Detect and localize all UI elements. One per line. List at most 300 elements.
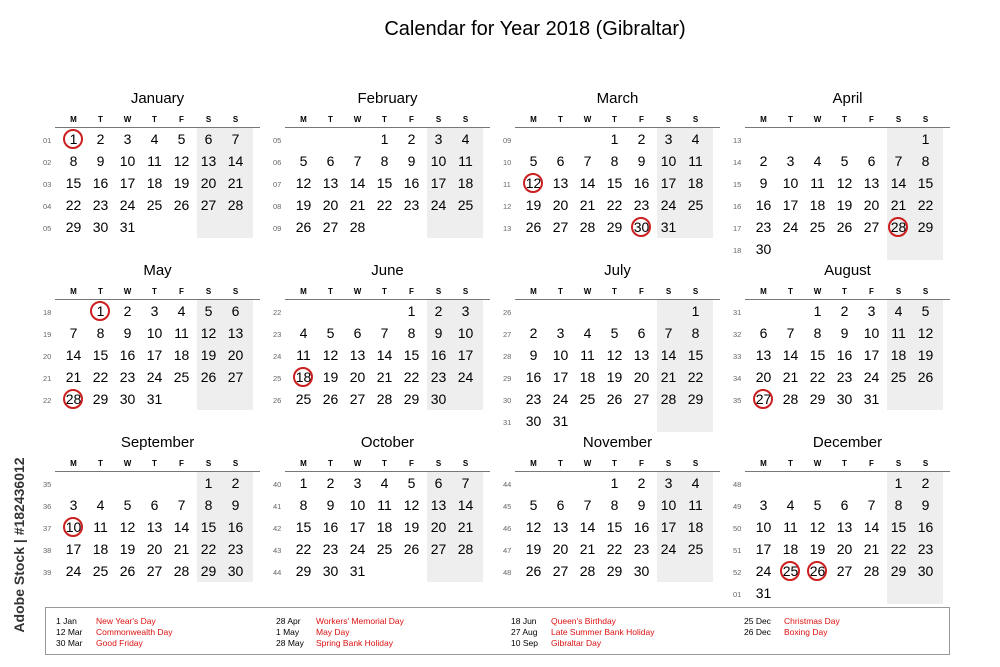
weekday-header: F	[179, 459, 184, 468]
day-cell: 23	[322, 541, 339, 557]
weekday-header: T	[842, 115, 847, 124]
day-cell: 3	[69, 497, 78, 513]
day-cell: 16	[755, 197, 772, 213]
day-cell: 4	[150, 131, 159, 147]
day-cell: 6	[867, 153, 876, 169]
day-cell: 16	[322, 519, 339, 535]
day-cell: 19	[917, 347, 934, 363]
day-cell: 12	[606, 347, 623, 363]
day-cell: 16	[119, 347, 136, 363]
day-cell: 8	[96, 325, 105, 341]
holiday-ring	[293, 367, 313, 387]
day-cell: 15	[200, 519, 217, 535]
day-cell: 16	[92, 175, 109, 191]
day-cell: 26	[173, 197, 190, 213]
week-number: 21	[43, 374, 52, 383]
weekday-header: F	[869, 287, 874, 296]
day-cell: 3	[759, 497, 768, 513]
day-cell: 5	[921, 303, 930, 319]
holiday-name: Workers' Memorial Day	[316, 616, 404, 626]
day-cell: 10	[119, 153, 136, 169]
week-number: 31	[503, 418, 512, 427]
day-cell: 6	[637, 325, 646, 341]
weekday-header: S	[462, 115, 469, 124]
weekday-header: S	[232, 459, 239, 468]
day-cell: 11	[93, 519, 108, 535]
holiday-ring	[63, 389, 83, 409]
weekday-header: S	[922, 459, 929, 468]
day-cell: 28	[863, 563, 880, 579]
holiday-entry	[744, 616, 840, 627]
weekday-header: T	[612, 459, 617, 468]
day-cell: 27	[836, 563, 853, 579]
weekday-header: S	[232, 287, 239, 296]
weekday-header: S	[692, 459, 699, 468]
weekday-header-row	[55, 459, 260, 472]
day-cell: 23	[430, 369, 447, 385]
holiday-ring	[90, 301, 110, 321]
day-cell: 19	[606, 369, 623, 385]
day-cell: 11	[296, 347, 311, 363]
weekday-header: S	[435, 287, 442, 296]
day-cell: 3	[664, 131, 673, 147]
day-cell: 21	[863, 541, 880, 557]
holiday-name: Queen's Birthday	[551, 616, 616, 626]
day-cell: 11	[688, 153, 703, 169]
weekday-header: T	[558, 287, 563, 296]
holiday-date: 30 Mar	[56, 638, 83, 648]
day-cell: 29	[403, 391, 420, 407]
day-cell: 10	[863, 325, 880, 341]
day-cell: 7	[664, 325, 673, 341]
day-cell: 20	[430, 519, 447, 535]
day-cell: 12	[200, 325, 217, 341]
weekday-header: T	[152, 115, 157, 124]
day-cell: 2	[921, 475, 930, 491]
month-name: April	[832, 90, 863, 107]
day-cell: 19	[119, 541, 136, 557]
weekday-header: M	[530, 115, 537, 124]
weekday-header: F	[869, 459, 874, 468]
day-cell: 23	[633, 541, 650, 557]
day-cell: 29	[295, 563, 312, 579]
day-cell: 20	[322, 197, 339, 213]
day-cell: 11	[174, 325, 189, 341]
day-cell: 20	[349, 369, 366, 385]
weekday-header-row	[515, 459, 720, 472]
day-cell: 1	[60, 128, 87, 150]
day-cell: 27	[552, 563, 569, 579]
day-cell: 25	[376, 541, 393, 557]
day-cell: 7	[894, 153, 903, 169]
day-cell: 9	[840, 325, 849, 341]
day-cell: 3	[786, 153, 795, 169]
day-cell: 8	[610, 153, 619, 169]
day-cell: 26	[403, 541, 420, 557]
day-cell: 5	[529, 497, 538, 513]
day-cell: 3	[556, 325, 565, 341]
day-cell: 12	[520, 172, 547, 194]
week-number: 44	[503, 480, 512, 489]
day-cell: 3	[867, 303, 876, 319]
holiday-date: 25 Dec	[744, 616, 771, 626]
day-cell: 27	[200, 197, 217, 213]
holiday-legend	[45, 607, 950, 655]
weekday-header: T	[382, 459, 387, 468]
day-cell: 6	[353, 325, 362, 341]
day-cell: 7	[583, 153, 592, 169]
day-cell: 15	[606, 175, 623, 191]
week-number: 14	[733, 158, 742, 167]
weekday-header: M	[300, 115, 307, 124]
day-cell: 18	[579, 369, 596, 385]
holiday-name: New Year's Day	[96, 616, 156, 626]
holiday-ring	[523, 173, 543, 193]
day-cell: 30	[755, 241, 772, 257]
day-cell: 29	[92, 391, 109, 407]
day-cell: 22	[687, 369, 704, 385]
day-cell: 22	[295, 541, 312, 557]
day-cell: 1	[813, 303, 822, 319]
day-cell: 17	[863, 347, 880, 363]
day-cell: 17	[119, 175, 136, 191]
day-cell: 4	[583, 325, 592, 341]
weekday-header: T	[558, 115, 563, 124]
weekday-header: W	[583, 115, 592, 124]
weekday-header: W	[813, 287, 822, 296]
week-number: 26	[503, 308, 512, 317]
week-number: 15	[733, 180, 742, 189]
weekday-header-row	[745, 287, 950, 300]
weekday-header: T	[612, 115, 617, 124]
day-cell: 7	[353, 153, 362, 169]
week-number: 28	[503, 352, 512, 361]
day-cell: 15	[403, 347, 420, 363]
weekday-header: T	[612, 287, 617, 296]
day-cell: 12	[836, 175, 853, 191]
weekday-header: S	[895, 115, 902, 124]
week-number: 33	[733, 352, 742, 361]
day-cell: 5	[840, 153, 849, 169]
day-cell: 24	[349, 541, 366, 557]
day-cell: 23	[917, 541, 934, 557]
day-cell: 12	[525, 519, 542, 535]
week-number: 05	[43, 224, 52, 233]
day-cell: 18	[290, 366, 317, 388]
day-cell: 6	[326, 153, 335, 169]
day-cell: 18	[687, 519, 704, 535]
day-cell: 5	[326, 325, 335, 341]
day-cell: 15	[917, 175, 934, 191]
day-cell: 16	[633, 175, 650, 191]
day-cell: 29	[200, 563, 217, 579]
holiday-date: 26 Dec	[744, 627, 771, 637]
holiday-name: Boxing Day	[784, 627, 828, 637]
day-cell: 9	[759, 175, 768, 191]
day-cell: 10	[660, 497, 677, 513]
weekday-header: F	[639, 287, 644, 296]
day-cell: 18	[376, 519, 393, 535]
weekday-header: M	[530, 459, 537, 468]
day-cell: 14	[457, 497, 474, 513]
day-cell: 20	[146, 541, 163, 557]
holiday-ring	[631, 217, 651, 237]
day-cell: 30	[525, 413, 542, 429]
day-cell: 27	[552, 219, 569, 235]
weekday-header-row	[285, 115, 490, 128]
day-cell: 24	[782, 219, 799, 235]
weekday-header: T	[842, 459, 847, 468]
day-cell: 16	[633, 519, 650, 535]
day-cell: 11	[891, 325, 906, 341]
day-cell: 13	[633, 347, 650, 363]
day-cell: 30	[836, 391, 853, 407]
day-cell: 10	[146, 325, 163, 341]
day-cell: 26	[836, 219, 853, 235]
day-cell: 11	[688, 497, 703, 513]
weekday-header: F	[179, 115, 184, 124]
day-cell: 25	[92, 563, 109, 579]
day-cell: 15	[890, 519, 907, 535]
day-cell: 27	[750, 388, 777, 410]
day-cell: 12	[322, 347, 339, 363]
day-cell: 9	[637, 497, 646, 513]
day-cell: 2	[96, 131, 105, 147]
day-cell: 9	[637, 153, 646, 169]
day-cell: 8	[894, 497, 903, 513]
month-name: December	[812, 434, 883, 451]
day-cell: 20	[200, 175, 217, 191]
day-cell: 17	[430, 175, 447, 191]
week-number: 23	[273, 330, 282, 339]
weekday-header: S	[462, 459, 469, 468]
day-cell: 15	[92, 347, 109, 363]
day-cell: 12	[917, 325, 934, 341]
week-number: 35	[43, 480, 52, 489]
day-cell: 3	[461, 303, 470, 319]
day-cell: 5	[204, 303, 213, 319]
day-cell: 3	[150, 303, 159, 319]
day-cell: 4	[461, 131, 470, 147]
day-cell: 19	[322, 369, 339, 385]
holiday-entry	[276, 638, 404, 649]
weekday-header: M	[760, 287, 767, 296]
weekday-header: T	[788, 459, 793, 468]
day-cell: 6	[150, 497, 159, 513]
day-cell: 2	[407, 131, 416, 147]
day-cell: 27	[146, 563, 163, 579]
day-cell: 29	[890, 563, 907, 579]
week-number: 05	[273, 136, 282, 145]
day-cell: 7	[867, 497, 876, 513]
day-cell: 14	[173, 519, 190, 535]
day-cell: 24	[552, 391, 569, 407]
day-cell: 5	[123, 497, 132, 513]
weekday-header-row	[745, 115, 950, 128]
weekday-header-row	[55, 287, 260, 300]
day-cell: 6	[556, 497, 565, 513]
day-cell: 19	[809, 541, 826, 557]
week-number: 06	[273, 158, 282, 167]
day-cell: 4	[177, 303, 186, 319]
day-cell: 6	[840, 497, 849, 513]
week-number: 10	[503, 158, 512, 167]
month-name: May	[143, 262, 172, 279]
week-number: 11	[503, 180, 511, 189]
holiday-name: Gibraltar Day	[551, 638, 602, 648]
week-number: 44	[273, 568, 282, 577]
day-cell: 13	[146, 519, 163, 535]
day-cell: 5	[299, 153, 308, 169]
day-cell: 21	[660, 369, 677, 385]
day-cell: 14	[890, 175, 907, 191]
holiday-date: 28 May	[276, 638, 304, 648]
week-number: 46	[503, 524, 512, 533]
day-cell: 14	[349, 175, 366, 191]
day-cell: 17	[552, 369, 569, 385]
holiday-date: 1 Jan	[56, 616, 77, 626]
weekday-header: F	[639, 459, 644, 468]
holiday-name: Christmas Day	[784, 616, 840, 626]
holiday-date: 1 May	[276, 627, 300, 637]
weekday-header: T	[98, 115, 103, 124]
day-cell: 30	[92, 219, 109, 235]
day-cell: 21	[376, 369, 393, 385]
weekday-header: S	[895, 459, 902, 468]
weekday-header: M	[300, 459, 307, 468]
day-cell: 28	[782, 391, 799, 407]
day-cell: 17	[660, 519, 677, 535]
day-cell: 11	[147, 153, 162, 169]
day-cell: 11	[810, 175, 825, 191]
day-cell: 22	[809, 369, 826, 385]
weekday-header: T	[98, 459, 103, 468]
day-cell: 7	[583, 497, 592, 513]
day-cell: 6	[231, 303, 240, 319]
week-number: 13	[503, 224, 512, 233]
weekday-header: T	[382, 287, 387, 296]
day-cell: 18	[687, 175, 704, 191]
day-cell: 30	[119, 391, 136, 407]
day-cell: 19	[525, 541, 542, 557]
day-cell: 10	[755, 519, 772, 535]
weekday-header: T	[328, 459, 333, 468]
day-cell: 2	[637, 475, 646, 491]
day-cell: 1	[407, 303, 416, 319]
day-cell: 30	[628, 216, 655, 238]
day-cell: 24	[457, 369, 474, 385]
week-number: 29	[503, 374, 512, 383]
day-cell: 23	[403, 197, 420, 213]
holiday-name: Spring Bank Holiday	[316, 638, 394, 648]
weekday-header: F	[639, 115, 644, 124]
day-cell: 16	[836, 347, 853, 363]
holiday-entry	[56, 616, 173, 627]
holiday-entry	[511, 627, 654, 638]
week-number: 51	[733, 546, 742, 555]
day-cell: 9	[434, 325, 443, 341]
day-cell: 6	[759, 325, 768, 341]
week-number: 36	[43, 502, 52, 511]
day-cell: 11	[377, 497, 392, 513]
weekday-header: F	[179, 287, 184, 296]
day-cell: 30	[917, 563, 934, 579]
weekday-header: S	[895, 287, 902, 296]
weekday-header: T	[788, 287, 793, 296]
weekday-header: S	[435, 115, 442, 124]
day-cell: 16	[917, 519, 934, 535]
day-cell: 17	[146, 347, 163, 363]
day-cell: 10	[349, 497, 366, 513]
day-cell: 22	[376, 197, 393, 213]
week-number: 09	[503, 136, 512, 145]
day-cell: 10	[782, 175, 799, 191]
weekday-header: S	[922, 287, 929, 296]
week-number: 35	[733, 396, 742, 405]
day-cell: 20	[552, 197, 569, 213]
day-cell: 1	[691, 303, 700, 319]
weekday-header: S	[665, 287, 672, 296]
holiday-entry	[511, 638, 654, 649]
day-cell: 11	[458, 153, 473, 169]
day-cell: 13	[836, 519, 853, 535]
day-cell: 15	[376, 175, 393, 191]
week-number: 12	[503, 202, 512, 211]
weekday-header: S	[205, 459, 212, 468]
week-number: 01	[43, 136, 52, 145]
day-cell: 23	[525, 391, 542, 407]
week-number: 30	[503, 396, 512, 405]
day-cell: 23	[92, 197, 109, 213]
day-cell: 22	[917, 197, 934, 213]
weekday-header: W	[353, 115, 362, 124]
day-cell: 25	[687, 197, 704, 213]
day-cell: 26	[322, 391, 339, 407]
day-cell: 26	[606, 391, 623, 407]
day-cell: 18	[890, 347, 907, 363]
day-cell: 24	[65, 563, 82, 579]
day-cell: 22	[92, 369, 109, 385]
holiday-date: 27 Aug	[511, 627, 538, 637]
weekday-header: W	[583, 287, 592, 296]
week-number: 13	[733, 136, 742, 145]
day-cell: 12	[173, 153, 190, 169]
holiday-entry	[276, 616, 404, 627]
holiday-entry	[744, 627, 840, 638]
day-cell: 1	[610, 475, 619, 491]
weekday-header: T	[328, 115, 333, 124]
day-cell: 13	[552, 519, 569, 535]
day-cell: 2	[759, 153, 768, 169]
weekday-header: M	[760, 115, 767, 124]
weekday-header: M	[70, 287, 77, 296]
weekday-header: W	[583, 459, 592, 468]
weekday-header: M	[300, 287, 307, 296]
weekday-header: M	[70, 459, 77, 468]
week-number: 45	[503, 502, 512, 511]
day-cell: 11	[783, 519, 798, 535]
day-cell: 20	[227, 347, 244, 363]
day-cell: 12	[295, 175, 312, 191]
day-cell: 31	[660, 219, 677, 235]
holiday-name: Good Friday	[96, 638, 143, 648]
day-cell: 29	[606, 563, 623, 579]
day-cell: 8	[380, 153, 389, 169]
day-cell: 13	[863, 175, 880, 191]
week-number: 01	[733, 590, 742, 599]
day-cell: 10	[60, 516, 87, 538]
weekday-header: W	[353, 459, 362, 468]
